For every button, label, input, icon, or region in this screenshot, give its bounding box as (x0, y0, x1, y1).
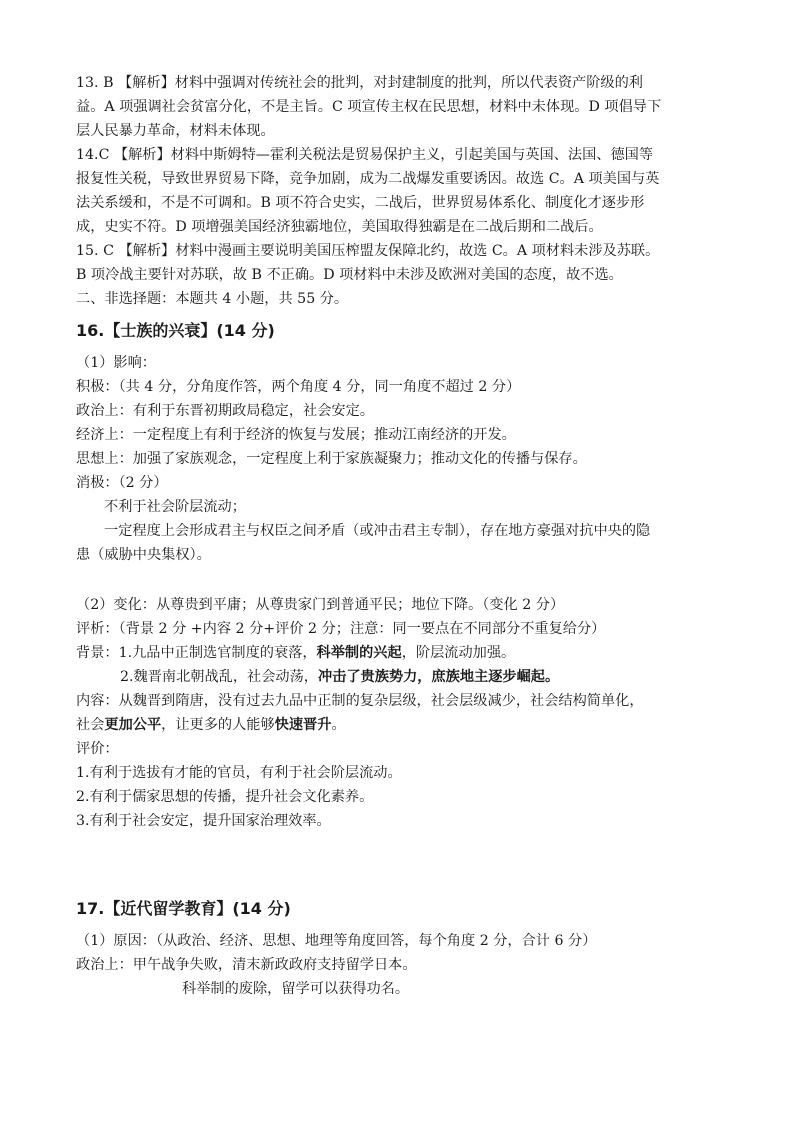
q17-title: 17.【近代留学教育】(14 分) (76, 899, 291, 918)
q16-content-1: 内容：从魏晋到隋唐，没有过去九品中正制的复杂层级，社会层级减少，社会结构简单化， (76, 693, 644, 709)
q16-evaluation-2: 2.有利于儒家思想的传播，提升社会文化素养。 (76, 789, 374, 805)
q15-line-1: 15. C 【解析】材料中漫画主要说明美国压榨盟友保障北约，故选 C。A 项材料未涉及苏联。 (76, 243, 660, 259)
section-heading: 二、非选择题：本题共 4 小题，共 55 分。 (76, 291, 349, 307)
q16-negative: 消极：（2 分） (76, 475, 168, 491)
q15-line-2: B 项冷战主要针对苏联，故 B 不正确。D 项材料中未涉及欧洲对美国的态度，故不选。 (76, 267, 623, 283)
q16-background-2: 2.魏晋南北朝战乱，社会动荡，冲击了贵族势力，庶族地主逐步崛起。 (120, 669, 560, 685)
q14-line-4: 成，史实不符。D 项增强美国经济独霸地位，美国取得独霸是在二战后期和二战后。 (76, 219, 603, 235)
q17-part1-heading: （1）原因：（从政治、经济、思想、地理等角度回答，每个角度 2 分，合计 6 分） (76, 933, 597, 949)
q16-title: 16.【士族的兴衰】(14 分) (76, 321, 275, 340)
q16-economic: 经济上：一定程度上有利于经济的恢复与发展；推动江南经济的开发。 (76, 427, 516, 443)
q14-line-1: 14.C 【解析】材料中斯姆特—霍利关税法是贸易保护主义，引起美国与英国、法国、德国等 (76, 147, 654, 163)
q17-political: 政治上：甲午战争失败，清末新政政府支持留学日本。 (76, 957, 417, 973)
q13-line-2: 益。A 项强调社会贫富分化，不是主旨。C 项宣传主权在民思想，材料中未体现。D 项倡导下 (76, 99, 662, 115)
q16-negative-2b: 患（威胁中央集权）。 (76, 547, 211, 563)
q16-negative-1: 不利于社会阶层流动； (104, 499, 246, 515)
q16-background-1: 背景：1.九品中正制选官制度的衰落，科举制的兴起，阶层流动加强。 (76, 645, 516, 661)
q16-thought: 思想上：加强了家族观念，一定程度上利于家族凝聚力；推动文化的传播与保存。 (76, 451, 587, 467)
q16-negative-2a: 一定程度上会形成君主与权臣之间矛盾（或冲击君主专制），存在地方豪强对抗中央的隐 (104, 523, 651, 539)
q16-political: 政治上：有利于东晋初期政局稳定，社会安定。 (76, 403, 374, 419)
q16-part2-evaluation-rule: 评析：（背景 2 分 +内容 2 分+评价 2 分；注意：同一要点在不同部分不重复给分） (76, 621, 606, 637)
q16-content-2: 社会更加公平，让更多的人能够快速晋升。 (76, 717, 346, 733)
q13-line-1: 13. B 【解析】材料中强调对传统社会的批判，对封建制度的批判，所以代表资产阶级的利 (76, 75, 643, 91)
q16-evaluation-3: 3.有利于社会安定，提升国家治理效率。 (76, 813, 331, 829)
q16-evaluation-1: 1.有利于选拔有才能的官员，有利于社会阶层流动。 (76, 765, 402, 781)
q16-part1-heading: （1）影响： (76, 355, 156, 371)
q16-positive: 积极：（共 4 分，分角度作答，两个角度 4 分，同一角度不超过 2 分） (76, 379, 521, 395)
q16-evaluation-heading: 评价： (76, 741, 119, 757)
q17-political-2: 科举制的废除，留学可以获得功名。 (182, 981, 410, 997)
q14-line-2: 报复性关税，导致世界贸易下降，竞争加剧，成为二战爆发重要诱因。故选 C。A 项美国与英 (76, 171, 660, 187)
q16-part2-heading: （2）变化：从尊贵到平庸；从尊贵家门到普通平民；地位下降。（变化 2 分） (76, 597, 565, 613)
q14-line-3: 法关系缓和，不是不可调和。B 项不符合史实，二战后，世界贸易体系化、制度化才逐步形 (76, 195, 645, 211)
q13-line-3: 层人民暴力革命，材料未体现。 (76, 123, 275, 139)
